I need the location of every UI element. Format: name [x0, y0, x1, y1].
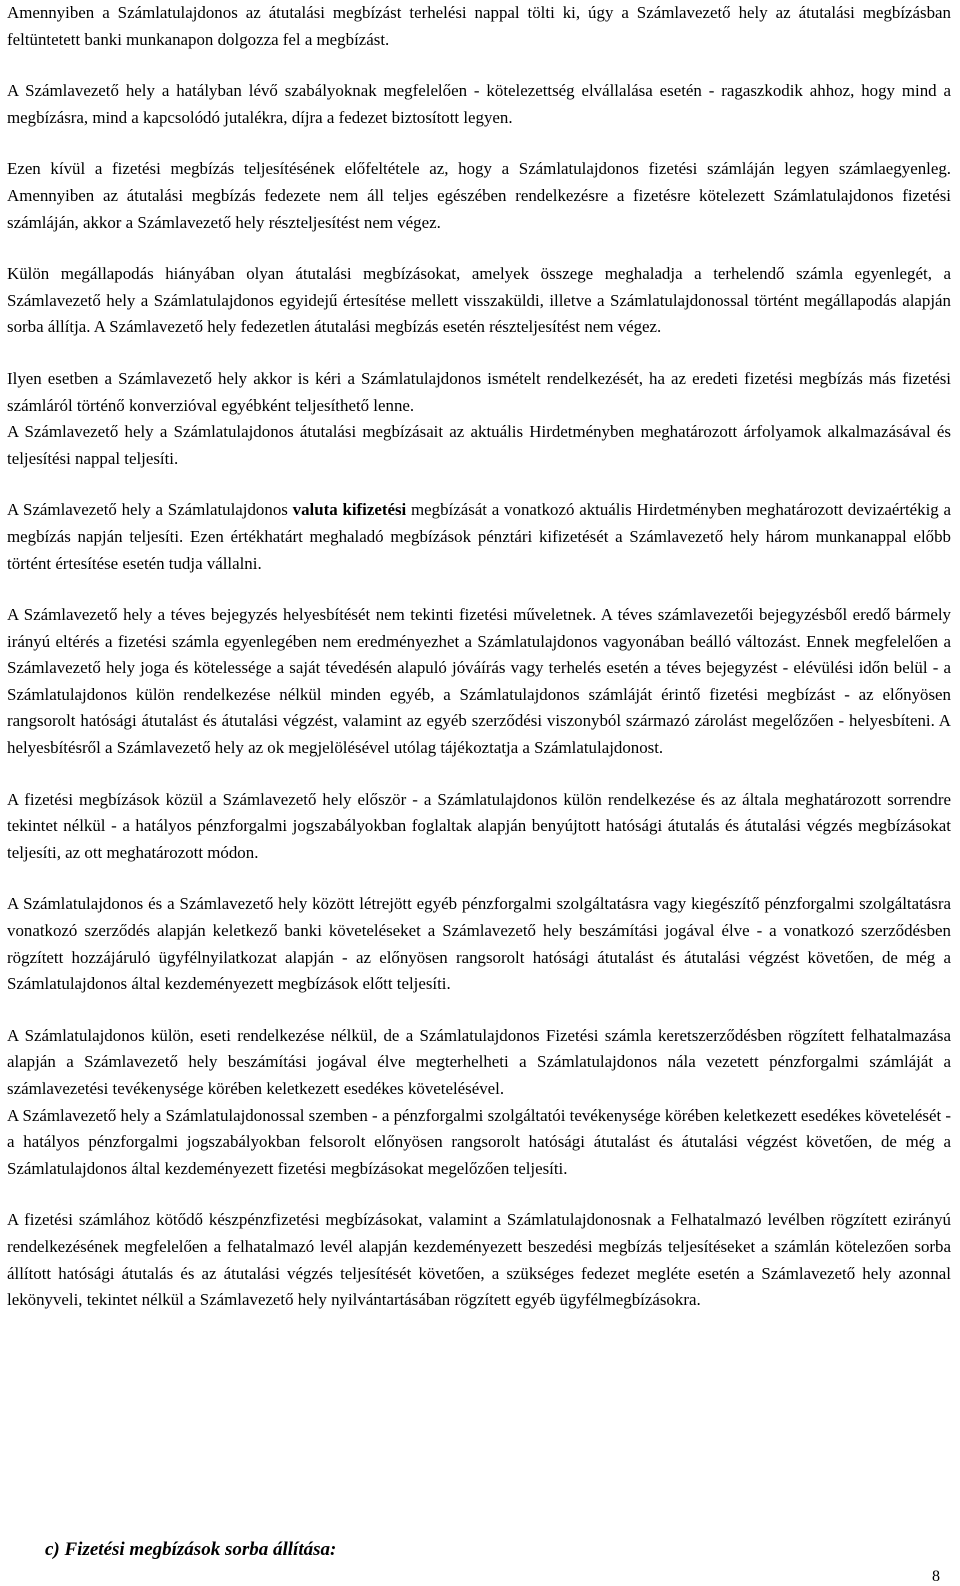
- paragraph-6: [7, 497, 951, 577]
- paragraph-6-post: megbízását a vonatkozó aktuális Hirdetményben meghatározott devizaértékig a megbízás napján teljesíti. Ezen értékhatárt meghaladó megbízások pénztári kifizetését a Számlavezető hely három munkanappal előbb történt értesítése esetén tudja vállalni.: [7, 500, 951, 573]
- paragraph-8: A fizetési megbízások közül a Számlavezető hely először - a Számlatulajdonos külön rendelkezése és az általa meghatározott sorrendre tekintet nélkül - a hatályos pénzforgalmi jogszabályokban foglaltak alapján benyújtott hatósági átutalás és átutalási végzés megbízásokat teljesíti, az ott meghatározott módon.: [7, 789, 951, 862]
- paragraph-5a: Ilyen esetben a Számlavezető hely akkor is kéri a Számlatulajdonos ismételt rendelkezését, ha az eredeti fizetési megbízás más fizetési számláról történő konverzióval egyébként teljesíthető lenne.: [7, 368, 951, 415]
- paragraph-3: Ezen kívül a fizetési megbízás teljesítésének előfeltétele az, hogy a Számlatulajdonos fizetési számláján legyen számlaegyenleg. Amennyiben az átutalási megbízás fedezete nem áll teljes egészében rendelkezésre a fizetésre kötelezett Számlatulajdonos fizetési számláján, akkor a Számlavezető hely részteljesítést nem végez.: [7, 159, 951, 232]
- paragraph-6-bold: valuta kifizetési: [292, 500, 407, 520]
- page-number: 8: [932, 1568, 940, 1585]
- paragraph-7: A Számlavezető hely a téves bejegyzés helyesbítését nem tekinti fizetési műveletnek. A téves számlavezetői bejegyzésből eredő bármely irányú eltérés a fizetési számla egyenlegében nem eredményezhet a Számlatulajdonos vagyonában beálló változást. Ennek megfelelően a Számlavezető hely joga és kötelessége a saját tévedésén alapuló jóváírás vagy terhelés esetén a téves bejegyzést - elévülési időn belül - a Számlatulajdonos külön rendelkezése nélkül minden egyéb, a Számlatulajdonos számláját érintő fizetési megbízást - az előnyösen rangsorolt hatósági átutalást és átutalási végzést, valamint az egyéb szerződési viszonyból származó zárolást megelőzően - helyesbíteni. A helyesbítésről a Számlavezető hely az ok megjelölésével utólag tájékoztatja a Számlatulajdonost.: [7, 605, 951, 758]
- paragraph-5b: A Számlavezető hely a Számlatulajdonos átutalási megbízásait az aktuális Hirdetményben meghatározott árfolyamok alkalmazásával és teljesítési nappal teljesíti.: [7, 422, 951, 468]
- paragraph-2: A Számlavezető hely a hatályban lévő szabályoknak megfelelően - kötelezettség elvállalása esetén - ragaszkodik ahhoz, hogy mind a megbízásra, mind a kapcsolódó jutalékra, díjra a fedezet biztosított legyen.: [7, 81, 951, 127]
- paragraph-10a: A Számlatulajdonos külön, eseti rendelkezése nélkül, de a Számlatulajdonos Fizetési számla keretszerződésben rögzített felhatalmazása alapján a Számlavezető hely beszámítási jogával élve megterhelheti a Számlatulajdonos nála vezetett pénzforgalmi számláját a számlavezetési tevékenysége körében keletkezett esedékes követelésével.: [7, 1025, 951, 1098]
- section-heading: c) Fizetési megbízások sorba állítása:: [45, 1539, 337, 1560]
- paragraph-10b: A Számlavezető hely a Számlatulajdonossal szemben - a pénzforgalmi szolgáltatói tevékenysége körében keletkezett esedékes követelését - a hatályos pénzforgalmi jogszabályokban felsorolt előnyösen rangsorolt hatósági átutalást és átutalási végzést követően, de még a Számlatulajdonos által kezdeményezett fizetési megbízásokat megelőzően teljesíti.: [7, 1105, 951, 1178]
- paragraph-1: Amennyiben a Számlatulajdonos az átutalási megbízást terhelési nappal tölti ki, úgy a Számlavezető hely az átutalási megbízásban feltüntetett banki munkanapon dolgozza fel a megbízást.: [7, 3, 951, 49]
- document-body: [7, 0, 951, 1314]
- paragraph-4: Külön megállapodás hiányában olyan átutalási megbízásokat, amelyek összege meghaladja a terhelendő számla egyenlegét, a Számlavezető hely a Számlatulajdonos egyidejű értesítése mellett visszaküldi, illetve a Számlatulajdonossal történt megállapodás alapján sorba állítja. A Számlavezető hely fedezetlen átutalási megbízás esetén részteljesítést nem végez.: [7, 264, 951, 337]
- paragraph-6-pre: A Számlavezető hely a Számlatulajdonos: [7, 500, 293, 520]
- paragraph-11: A fizetési számlához kötődő készpénzfizetési megbízásokat, valamint a Számlatulajdonosnak a Felhatalmazó levélben rögzített ezirányú rendelkezésének megfelelően a felhatalmazó levél alapján kezdeményezett beszedési megbízás teljesítéseket a számlán kötelezően sorba állított hatósági átutalás és az átutalási végzés teljesítését követően, a szükséges fedezet megléte esetén a Számlavezető hely azonnal lekönyveli, tekintet nélkül a Számlavezető hely nyilvántartásában rögzített egyéb ügyfélmegbízásokra.: [7, 1210, 951, 1310]
- paragraph-9: A Számlatulajdonos és a Számlavezető hely között létrejött egyéb pénzforgalmi szolgáltatásra vagy kiegészítő pénzforgalmi szolgáltatásra vonatkozó szerződés alapján keletkező banki követeléseket a Számlavezető hely beszámítási jogával élve - a vonatkozó szerződésben rögzített hozzájáruló ügyfélnyilatkozat alapján - az előnyösen rangsorolt hatósági átutalást és átutalási végzést követően, de még a Számlatulajdonos által kezdeményezett megbízások előtt teljesíti.: [7, 894, 951, 994]
